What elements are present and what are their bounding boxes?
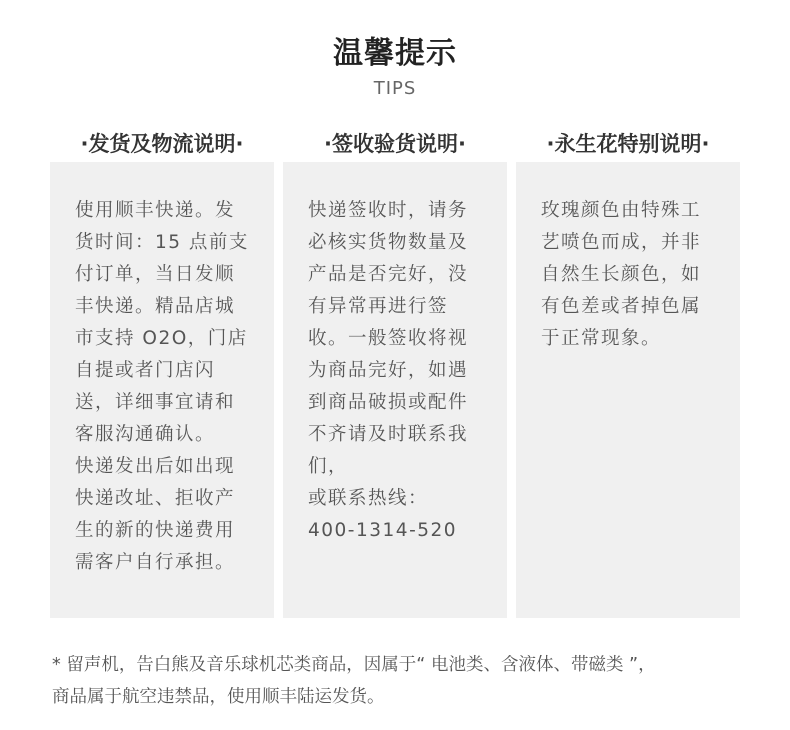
shipping-card [50,162,274,618]
flower-card [516,162,740,618]
footnote-line-1: * 留声机，告白熊及音乐球机芯类商品，因属于“ 电池类、含液体、带磁类 ”， [52,655,656,675]
hotline-number: 400-1314-520 [308,520,458,541]
shipping-paragraph-1: 使用顺丰快递。发货时间：15 点前支付订单，当日发顺丰快递。精品店城市支持 O2O，门店自提或者门店闪送，详细事宜请和客服沟通确认。 [75,200,249,445]
footnote [52,649,752,713]
page-subtitle: TIPS [373,78,417,99]
receipt-paragraph-1: 快递签收时，请务必核实货物数量及产品是否完好，没有异常再进行签收。一般签收将视为商品完好，如遇到商品破损或配件不齐请及时联系我们， [308,200,469,477]
receipt-paragraph-2: 或联系热线： [308,488,429,509]
page-title: 温馨提示 [333,36,457,71]
receipt-heading: ·签收验货说明· [324,132,466,156]
shipping-paragraph-2: 快递发出后如出现快递改址、拒收产生的新的快递费用需客户自行承担。 [75,456,236,573]
flower-paragraph: 玫瑰颜色由特殊工艺喷色而成，并非自然生长颜色，如有色差或者掉色属于正常现象。 [541,200,702,349]
flower-heading: ·永生花特别说明· [546,132,710,156]
footnote-line-2: 商品属于航空违禁品，使用顺丰陆运发货。 [52,687,385,707]
receipt-card [283,162,507,618]
shipping-heading: ·发货及物流说明· [80,132,244,156]
